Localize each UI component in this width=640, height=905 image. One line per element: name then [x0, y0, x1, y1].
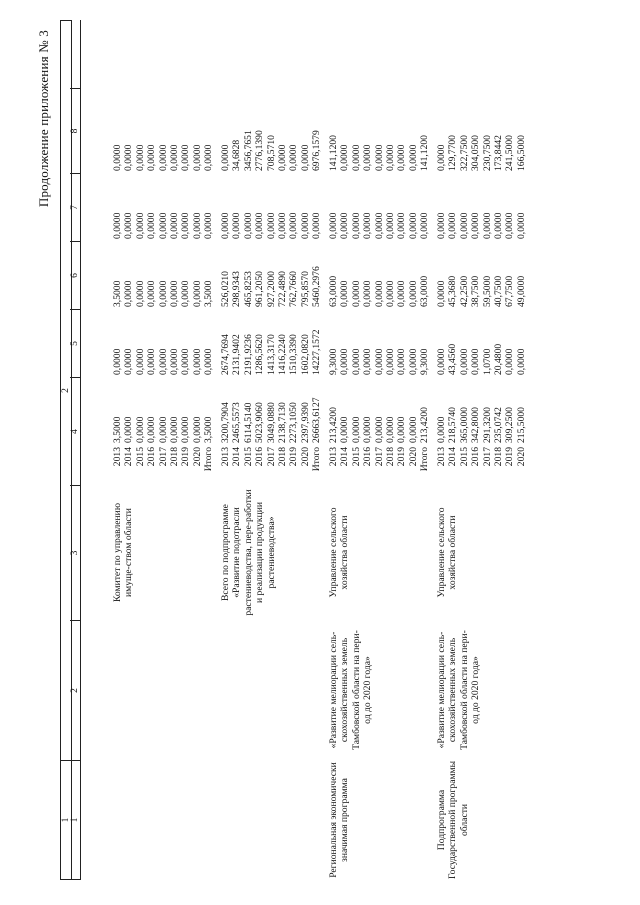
value-cell: 0,0000 — [123, 144, 135, 171]
value-cell: 230,7500 — [481, 135, 493, 171]
value-cell: 0,0000 — [157, 348, 169, 375]
value-cell: 0,0000 — [339, 280, 351, 307]
regional-column — [436, 241, 527, 309]
value-cell: 0,0000 — [134, 416, 146, 443]
value-cell: 0,0000 — [168, 416, 180, 443]
header-top-cell: 1 — [61, 760, 71, 880]
value-cell: 961,2050 — [254, 271, 266, 307]
value-cell: 0,0000 — [373, 416, 385, 443]
value-cell: 526,0210 — [220, 271, 231, 307]
value-cell: 2138,7130 — [276, 402, 288, 443]
value-cell: 241,5000 — [504, 135, 516, 171]
value-cell: 0,0000 — [288, 144, 300, 171]
header-col-number: 2 — [70, 620, 80, 760]
value-cell: 0,0000 — [481, 212, 493, 239]
value-cell: 0,0000 — [191, 144, 203, 171]
value-cell: 0,0000 — [146, 416, 158, 443]
year-label: 2015 — [134, 447, 146, 467]
value-cell: 45,3680 — [447, 275, 459, 307]
value-cell: 0,0000 — [134, 144, 146, 171]
year-label: 2015 — [350, 447, 362, 467]
value-cell: 322,7500 — [458, 135, 470, 171]
value-cell: 0,0000 — [168, 144, 180, 171]
other-column — [220, 105, 323, 173]
value-cell: 0,0000 — [373, 212, 385, 239]
value-cell: 213,4200 — [419, 407, 431, 443]
value-cell: 0,0000 — [407, 144, 419, 171]
value-cell: 5460,2976 — [311, 266, 323, 307]
value-cell: 927,2000 — [265, 271, 277, 307]
value-cell: 0,0000 — [339, 212, 351, 239]
value-cell: 0,0000 — [339, 144, 351, 171]
value-cell: 0,0000 — [436, 348, 447, 375]
year-column — [436, 445, 527, 485]
value-cell: 0,0000 — [436, 212, 447, 239]
value-cell: 0,0000 — [396, 348, 408, 375]
value-cell: 26663,6127 — [311, 397, 323, 443]
value-cell: 0,0000 — [350, 348, 362, 375]
value-cell: 0,0000 — [123, 212, 135, 239]
value-cell: 129,7700 — [447, 135, 459, 171]
header-top-cell: 2 — [61, 20, 71, 760]
value-cell: 762,7660 — [288, 271, 300, 307]
year-label: 2017 — [157, 447, 169, 467]
value-cell: 0,0000 — [362, 280, 374, 307]
year-label: 2020 — [191, 447, 203, 467]
value-cell: 0,0000 — [203, 144, 215, 171]
value-cell: 43,4560 — [447, 343, 459, 375]
year-label: 2016 — [146, 447, 158, 467]
continuation-title: Продолжение приложения № 3 — [36, 30, 51, 208]
value-cell: 166,5000 — [515, 135, 527, 171]
value-cell: 0,0000 — [220, 144, 231, 171]
value-cell: 0,0000 — [112, 348, 123, 375]
value-cell: 0,0000 — [458, 348, 470, 375]
value-cell: 0,0000 — [191, 348, 203, 375]
value-cell: 0,0000 — [254, 212, 266, 239]
value-cell: 1602,0820 — [299, 334, 311, 375]
year-label: 2014 — [123, 447, 135, 467]
value-cell: 0,0000 — [458, 212, 470, 239]
total-column — [328, 377, 431, 445]
year-label: 2014 — [339, 447, 351, 467]
executor-cell: Всего по подпрограмме «Развитие подотрасли растениеводства, пере-работки и реализации продукции растениеводства» — [220, 489, 277, 616]
value-cell: 1416,2240 — [276, 334, 288, 375]
value-cell: 3200,7904 — [220, 402, 231, 443]
value-cell: 0,0000 — [123, 416, 135, 443]
value-cell: 2776,1390 — [254, 130, 266, 171]
header-col-number: 5 — [70, 309, 80, 377]
value-cell: 215,5000 — [515, 407, 527, 443]
value-cell: 0,0000 — [396, 416, 408, 443]
value-cell: 3,5000 — [112, 416, 123, 443]
value-cell: 0,0000 — [180, 348, 192, 375]
year-label: 2013 — [436, 447, 447, 467]
value-cell: 9,3000 — [419, 348, 431, 375]
header-col-number: 7 — [70, 173, 80, 241]
value-cell: 3049,0880 — [265, 402, 277, 443]
value-cell: 6114,5140 — [242, 402, 254, 443]
value-cell: 14227,1572 — [311, 329, 323, 375]
value-cell: 795,8570 — [299, 271, 311, 307]
value-cell: 0,0000 — [146, 348, 158, 375]
value-cell: 0,0000 — [123, 348, 135, 375]
value-cell: 465,8253 — [242, 271, 254, 307]
value-cell: 0,0000 — [123, 280, 135, 307]
value-cell: 0,0000 — [168, 280, 180, 307]
year-label: 2018 — [168, 447, 180, 467]
year-label: 2015 — [458, 447, 470, 467]
value-cell: 2273,1050 — [288, 402, 300, 443]
value-cell: 173,8442 — [492, 135, 504, 171]
value-cell: 2191,9236 — [242, 334, 254, 375]
value-cell: 0,0000 — [419, 212, 431, 239]
value-cell: 0,0000 — [504, 212, 516, 239]
value-cell: 0,0000 — [203, 348, 215, 375]
value-cell: 3,5000 — [112, 280, 123, 307]
value-cell: 0,0000 — [362, 348, 374, 375]
value-cell: 2465,5573 — [231, 402, 243, 443]
year-label: 2014 — [447, 447, 459, 467]
year-column — [112, 445, 215, 485]
value-cell: 0,0000 — [470, 212, 482, 239]
other-column — [112, 105, 215, 173]
value-cell: 365,0000 — [458, 407, 470, 443]
value-cell: 141,1200 — [328, 135, 339, 171]
value-cell: 59,5000 — [481, 275, 493, 307]
value-cell: 2674,7694 — [220, 334, 231, 375]
program-type-cell: Подпрограмма Государственной программы области — [436, 760, 470, 880]
value-cell: 0,0000 — [157, 280, 169, 307]
year-label: 2017 — [265, 447, 277, 467]
year-label: 2014 — [231, 447, 243, 467]
year-column — [220, 445, 323, 485]
year-label: 2018 — [492, 447, 504, 467]
value-cell: 49,0000 — [515, 275, 527, 307]
year-label: Итого — [203, 447, 215, 472]
value-cell: 291,3200 — [481, 407, 493, 443]
value-cell: 1286,5620 — [254, 334, 266, 375]
federal-column — [220, 309, 323, 377]
year-label: 2019 — [504, 447, 516, 467]
value-cell: 708,5710 — [265, 135, 277, 171]
value-cell: 0,0000 — [242, 212, 254, 239]
value-cell: 3,5000 — [203, 280, 215, 307]
federal-column — [112, 309, 215, 377]
year-label: 2017 — [373, 447, 385, 467]
value-cell: 0,0000 — [373, 348, 385, 375]
value-cell: 34,6828 — [231, 139, 243, 171]
value-cell: 0,0000 — [396, 212, 408, 239]
value-cell: 0,0000 — [157, 416, 169, 443]
value-cell: 0,0000 — [407, 416, 419, 443]
value-cell: 0,0000 — [373, 144, 385, 171]
regional-column — [328, 241, 431, 309]
value-cell: 0,0000 — [362, 416, 374, 443]
value-cell: 235,0742 — [492, 407, 504, 443]
value-cell: 38,7500 — [470, 275, 482, 307]
value-cell: 0,0000 — [134, 280, 146, 307]
year-label: Итого — [419, 447, 431, 472]
value-cell: 42,2500 — [458, 275, 470, 307]
value-cell: 3,5000 — [203, 416, 215, 443]
value-cell: 0,0000 — [328, 212, 339, 239]
total-column — [436, 377, 527, 445]
value-cell: 0,0000 — [299, 212, 311, 239]
value-cell: 0,0000 — [384, 416, 396, 443]
year-column — [328, 445, 431, 485]
value-cell: 63,0000 — [419, 275, 431, 307]
executor-cell: Управление сельского хозяйства области — [436, 507, 459, 598]
regional-column — [220, 241, 323, 309]
value-cell: 0,0000 — [447, 212, 459, 239]
value-cell: 0,0000 — [436, 280, 447, 307]
year-label: 2019 — [180, 447, 192, 467]
value-cell: 0,0000 — [407, 348, 419, 375]
year-label: 2013 — [112, 447, 123, 467]
value-cell: 0,0000 — [146, 144, 158, 171]
year-label: 2020 — [407, 447, 419, 467]
value-cell: 67,7500 — [504, 275, 516, 307]
value-cell: 218,5740 — [447, 407, 459, 443]
other-column — [328, 105, 431, 173]
value-cell: 0,0000 — [504, 348, 516, 375]
value-cell: 0,0000 — [168, 348, 180, 375]
value-cell: 0,0000 — [436, 144, 447, 171]
value-cell: 304,0500 — [470, 135, 482, 171]
year-label: 2013 — [328, 447, 339, 467]
value-cell: 0,0000 — [373, 280, 385, 307]
year-label: 2016 — [470, 447, 482, 467]
value-cell: 0,0000 — [180, 144, 192, 171]
value-cell: 0,0000 — [168, 212, 180, 239]
value-cell: 1,0700 — [481, 348, 493, 375]
value-cell: 0,0000 — [362, 212, 374, 239]
value-cell: 0,0000 — [311, 212, 323, 239]
federal-column — [328, 309, 431, 377]
value-cell: 1413,3170 — [265, 334, 277, 375]
year-label: 2016 — [254, 447, 266, 467]
value-cell: 0,0000 — [396, 280, 408, 307]
local-column — [220, 173, 323, 241]
other-column — [436, 105, 527, 173]
value-cell: 1510,3390 — [288, 334, 300, 375]
value-cell: 9,3000 — [328, 348, 339, 375]
value-cell: 2397,9390 — [299, 402, 311, 443]
value-cell: 342,8000 — [470, 407, 482, 443]
value-cell: 0,0000 — [515, 348, 527, 375]
federal-column — [436, 309, 527, 377]
year-label: 2019 — [396, 447, 408, 467]
header-col-number: 1 — [70, 760, 80, 880]
value-cell: 0,0000 — [492, 212, 504, 239]
year-label: 2015 — [242, 447, 254, 467]
value-cell: 2131,9402 — [231, 334, 243, 375]
value-cell: 0,0000 — [396, 144, 408, 171]
value-cell: 20,4800 — [492, 343, 504, 375]
program-name-cell: «Развитие мелиорации сель-скохозяйственных земель Тамбовской области на пери-од до 2020 года» — [328, 630, 374, 750]
local-column — [112, 173, 215, 241]
value-cell: 0,0000 — [384, 212, 396, 239]
value-cell: 0,0000 — [191, 416, 203, 443]
value-cell: 0,0000 — [470, 348, 482, 375]
value-cell: 0,0000 — [407, 280, 419, 307]
regional-column — [112, 241, 215, 309]
value-cell: 0,0000 — [191, 280, 203, 307]
executor-cell: Комитет по управлению имуще-ством области — [112, 503, 135, 602]
year-label: 2019 — [288, 447, 300, 467]
year-label: 2016 — [362, 447, 374, 467]
value-cell: 0,0000 — [407, 212, 419, 239]
year-label: 2017 — [481, 447, 493, 467]
total-column — [112, 377, 215, 445]
year-label: 2018 — [384, 447, 396, 467]
value-cell: 0,0000 — [157, 212, 169, 239]
year-label: Итого — [311, 447, 323, 472]
value-cell: 0,0000 — [146, 212, 158, 239]
executor-cell: Управление сельского хозяйства области — [328, 507, 351, 598]
value-cell: 0,0000 — [350, 416, 362, 443]
header-col-number: 4 — [70, 377, 80, 485]
value-cell: 0,0000 — [191, 212, 203, 239]
value-cell: 309,2500 — [504, 407, 516, 443]
value-cell: 63,0000 — [328, 275, 339, 307]
value-cell: 0,0000 — [112, 212, 123, 239]
value-cell: 0,0000 — [288, 212, 300, 239]
value-cell: 298,9343 — [231, 271, 243, 307]
value-cell: 0,0000 — [384, 280, 396, 307]
value-cell: 0,0000 — [112, 144, 123, 171]
value-cell: 0,0000 — [436, 416, 447, 443]
year-label: 2013 — [220, 447, 231, 467]
value-cell: 0,0000 — [362, 144, 374, 171]
value-cell: 0,0000 — [265, 212, 277, 239]
value-cell: 141,1200 — [419, 135, 431, 171]
value-cell: 0,0000 — [384, 348, 396, 375]
value-cell: 0,0000 — [339, 416, 351, 443]
value-cell: 40,7500 — [492, 275, 504, 307]
total-column — [220, 377, 323, 445]
program-type-cell: Региональная экономически значимая программа — [328, 762, 351, 878]
header-col-number: 6 — [70, 241, 80, 309]
header-col-number: 8 — [70, 88, 80, 173]
value-cell: 0,0000 — [180, 280, 192, 307]
year-label: 2018 — [276, 447, 288, 467]
value-cell: 0,0000 — [180, 212, 192, 239]
value-cell: 0,0000 — [180, 416, 192, 443]
value-cell: 0,0000 — [339, 348, 351, 375]
value-cell: 0,0000 — [220, 212, 231, 239]
value-cell: 0,0000 — [350, 212, 362, 239]
value-cell: 0,0000 — [350, 144, 362, 171]
value-cell: 0,0000 — [231, 212, 243, 239]
value-cell: 0,0000 — [276, 212, 288, 239]
value-cell: 0,0000 — [157, 144, 169, 171]
value-cell: 722,4890 — [276, 271, 288, 307]
year-label: 2020 — [299, 447, 311, 467]
value-cell: 0,0000 — [134, 348, 146, 375]
value-cell: 0,0000 — [384, 144, 396, 171]
value-cell: 3456,7651 — [242, 130, 254, 171]
value-cell: 0,0000 — [203, 212, 215, 239]
value-cell: 0,0000 — [350, 280, 362, 307]
local-column — [328, 173, 431, 241]
program-name-cell: «Развитие мелиорации сель-скохозяйственных земель Тамбовской области на пери-од до 2020 года» — [436, 630, 482, 750]
header-col-number: 3 — [70, 485, 80, 620]
value-cell: 213,4200 — [328, 407, 339, 443]
value-cell: 0,0000 — [134, 212, 146, 239]
value-cell: 0,0000 — [515, 212, 527, 239]
value-cell: 0,0000 — [299, 144, 311, 171]
value-cell: 0,0000 — [146, 280, 158, 307]
year-label: 2020 — [515, 447, 527, 467]
value-cell: 6976,1579 — [311, 130, 323, 171]
header-number-row — [70, 20, 81, 880]
local-column — [436, 173, 527, 241]
value-cell: 0,0000 — [276, 144, 288, 171]
rotated-table-sheet — [36, 20, 600, 880]
value-cell: 5023,9060 — [254, 402, 266, 443]
